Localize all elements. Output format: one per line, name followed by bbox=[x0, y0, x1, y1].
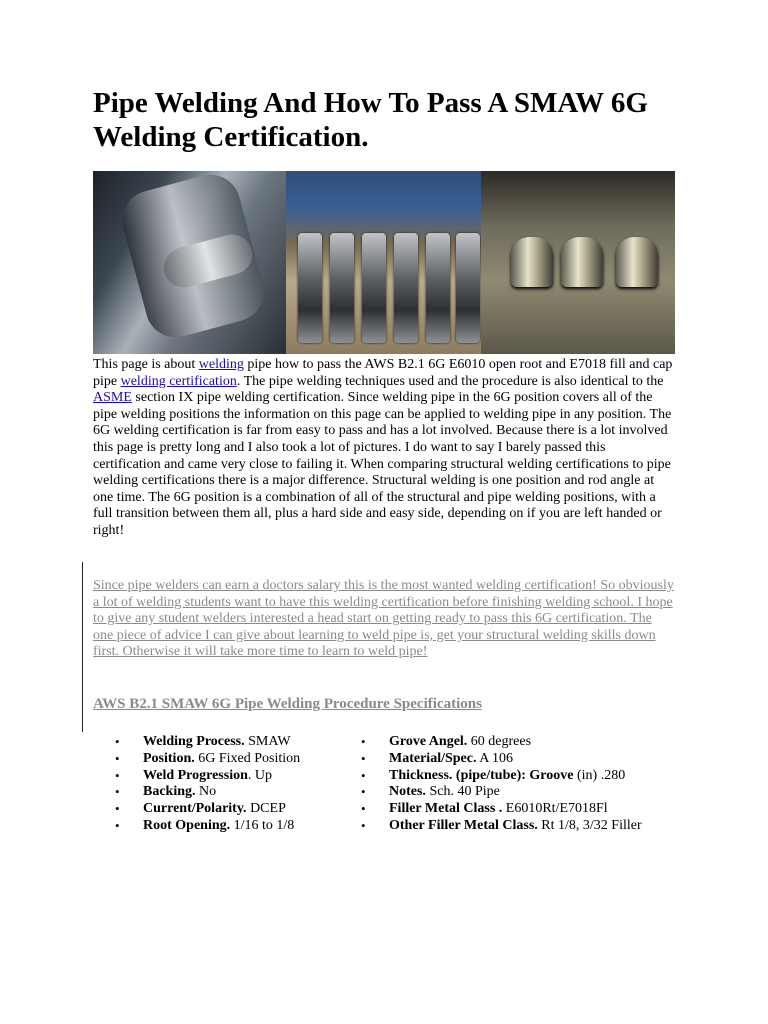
intro-paragraph bbox=[93, 357, 675, 540]
spec-label: Grove Angel. bbox=[389, 734, 468, 749]
coupon-strip bbox=[456, 233, 480, 343]
welding-link[interactable]: welding bbox=[198, 357, 244, 372]
bend-test-photo bbox=[481, 171, 675, 354]
spec-value: DCEP bbox=[246, 801, 286, 817]
bent-coupon bbox=[561, 237, 603, 287]
spec-value: 60 degrees bbox=[467, 734, 532, 749]
page-title: Pipe Welding And How To Pass A SMAW 6G Welding Certification. bbox=[93, 87, 648, 153]
list-item bbox=[115, 768, 350, 785]
welding-certification-link[interactable]: welding certification bbox=[120, 373, 237, 389]
spec-value: . Up bbox=[247, 767, 273, 783]
spec-label: Notes. bbox=[389, 784, 426, 800]
spec-value: SMAW bbox=[244, 734, 291, 749]
list-item bbox=[361, 818, 681, 835]
asme-link[interactable]: ASME bbox=[93, 390, 132, 406]
list-item bbox=[115, 734, 350, 751]
spec-value: A 106 bbox=[476, 750, 514, 766]
list-item bbox=[115, 751, 350, 768]
coupon-strip bbox=[394, 233, 418, 343]
welded-pipe-photo bbox=[93, 171, 286, 354]
spec-value: No bbox=[195, 784, 217, 800]
quote-border bbox=[82, 562, 83, 732]
spec-value: (in) .280 bbox=[573, 767, 626, 783]
list-item bbox=[361, 768, 681, 785]
bent-coupon bbox=[616, 237, 658, 287]
spec-list-right bbox=[361, 734, 681, 835]
spec-heading: AWS B2.1 SMAW 6G Pipe Welding Procedure Specifications bbox=[93, 696, 482, 712]
bent-coupon bbox=[511, 237, 553, 287]
quote-paragraph: Since pipe welders can earn a doctors salary this is the most wanted welding certification! So obviously a lot of welding students want to have this welding certification before finishing welding school. I hope to give any student welders interested a head start on getting ready to pass this 6G certification. The one piece of advice I can give about learning to weld pipe is, get your structural welding skills down first. Otherwise it will take more time to learn to weld pipe! bbox=[93, 578, 674, 660]
list-item bbox=[115, 801, 350, 818]
coupon-strip bbox=[330, 233, 354, 343]
spec-value: Rt 1/8, 3/32 Filler bbox=[537, 817, 642, 833]
list-item bbox=[115, 784, 350, 801]
spec-value: 1/16 to 1/8 bbox=[230, 817, 295, 833]
spec-label: Current/Polarity. bbox=[143, 801, 247, 817]
spec-list-left bbox=[115, 734, 350, 835]
spec-value: 6G Fixed Position bbox=[194, 750, 301, 766]
coupon-strip bbox=[362, 233, 386, 343]
spec-label: Weld Progression bbox=[143, 767, 248, 783]
spec-label: Thickness. (pipe/tube): Groove bbox=[389, 767, 574, 783]
spec-label: Filler Metal Class . bbox=[389, 801, 503, 817]
list-item bbox=[361, 734, 681, 751]
list-item bbox=[361, 801, 681, 818]
intro-text: pipe how to pass the AWS B2.1 6G E6010 open root and E7018 fill and cap pipe bbox=[93, 357, 673, 389]
spec-value: E6010Rt/E7018Fl bbox=[502, 801, 608, 817]
intro-text: . The pipe welding techniques used and the procedure is also identical to the bbox=[236, 373, 664, 389]
spec-label: Welding Process. bbox=[143, 734, 245, 749]
list-item bbox=[361, 784, 681, 801]
coupon-strip bbox=[426, 233, 450, 343]
coupon-strip bbox=[298, 233, 322, 343]
spec-label: Material/Spec. bbox=[389, 750, 477, 766]
test-coupons-photo bbox=[286, 171, 481, 354]
spec-value: Sch. 40 Pipe bbox=[425, 784, 500, 800]
photo-strip bbox=[93, 171, 675, 354]
spec-label: Position. bbox=[143, 750, 195, 766]
spec-label: Backing. bbox=[143, 784, 196, 800]
list-item bbox=[115, 818, 350, 835]
list-item bbox=[361, 751, 681, 768]
intro-text: section IX pipe welding certification. Since welding pipe in the 6G position covers all of the pipe welding positions the information on this page can be applied to welding pipe in any position. The 6G welding certification is far from easy to pass and has a lot involved. Because there is a lot involved this page is pretty long and I also took a lot of pictures. I do want to say I barely passed this certification and came very close to failing it. When comparing structural welding certifications to pipe welding certifications there is a major difference. Structural welding is one position and rod angle at one time. The 6G position is a combination of all of the structural and pipe welding positions, with a full transition between them all, plus a hard side and easy side, depending on if you are left handed or right! bbox=[93, 390, 672, 538]
spec-label: Root Opening. bbox=[143, 817, 231, 833]
spec-label: Other Filler Metal Class. bbox=[389, 817, 538, 833]
intro-text: This page is about bbox=[93, 357, 199, 372]
